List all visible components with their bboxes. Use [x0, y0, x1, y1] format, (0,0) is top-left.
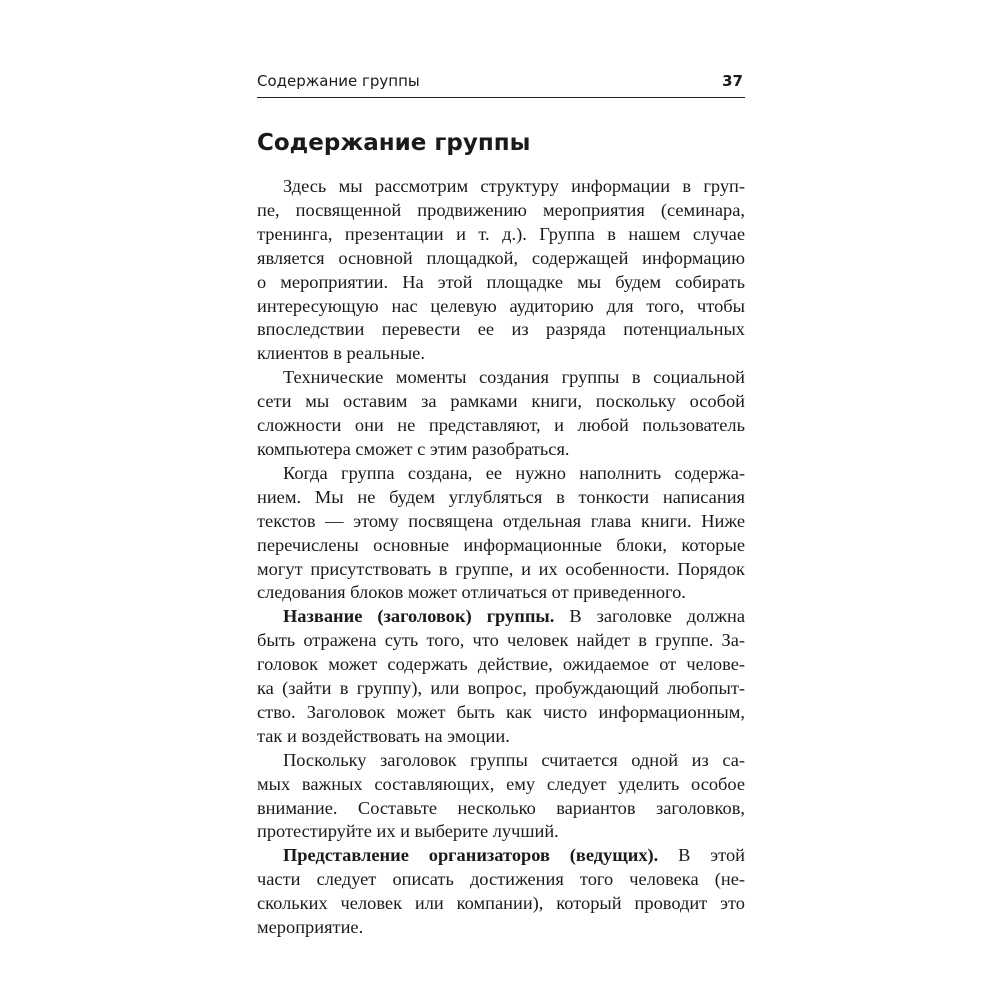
- text-line: так и воздействовать на эмоции.: [257, 725, 510, 746]
- paragraph: [257, 366, 745, 462]
- line-text: В заголовке должна: [554, 606, 745, 627]
- paragraph: [257, 175, 745, 366]
- running-title: Содержание группы: [257, 72, 420, 90]
- text-line: впоследствии перевести ее из разряда потенциальных: [257, 319, 745, 340]
- body-text: [257, 175, 745, 940]
- text-line: головок может содержать действие, ожидаемое от челове-: [257, 654, 745, 675]
- text-line: могут присутствовать в группе, и их особенности. Порядок: [257, 558, 745, 579]
- header-rule: [257, 97, 745, 98]
- page-number: 37: [722, 72, 743, 90]
- text-line: перечислены основные информационные блоки, которые: [257, 534, 745, 555]
- text-line: части следует описать достижения того человека (не-: [257, 869, 745, 890]
- text-line: мых важных составляющих, ему следует уделить особое: [257, 773, 745, 794]
- text-line: быть отражена суть того, что человек найдет в группе. За-: [257, 630, 745, 651]
- text-line: внимание. Составьте несколько вариантов заголовков,: [257, 797, 745, 818]
- text-line: [257, 605, 745, 629]
- text-line: нием. Мы не будем углубляться в тонкости написания: [257, 486, 745, 507]
- paragraph: [257, 462, 745, 605]
- text-line: является основной площадкой, содержащей информацию: [257, 247, 745, 268]
- text-line: Поскольку заголовок группы считается одной из са-: [283, 749, 745, 770]
- text-line: сложности они не представляют, и любой пользователь: [257, 415, 745, 436]
- text-line: клиентов в реальные.: [257, 343, 425, 364]
- run-in-heading: Представление организаторов (ведущих).: [283, 845, 659, 866]
- text-line: сети мы оставим за рамками книги, поскольку особой: [257, 391, 745, 412]
- line-text: В этой: [658, 845, 746, 866]
- run-in-heading: Название (заголовок) группы.: [283, 606, 555, 627]
- text-line: интересующую нас целевую аудиторию для того, чтобы: [257, 295, 745, 316]
- text-line: следования блоков может отличаться от приведенного.: [257, 582, 686, 603]
- text-line: Технические моменты создания группы в социальной: [283, 367, 745, 388]
- paragraph: [257, 749, 745, 845]
- text-line: ка (зайти в группу), или вопрос, пробуждающий любопыт-: [257, 678, 745, 699]
- section-title: Содержание группы: [257, 130, 531, 156]
- text-line: Здесь мы рассмотрим структуру информации в груп-: [283, 176, 745, 196]
- text-line: текстов — этому посвящена отдельная глава книги. Ниже: [257, 510, 745, 531]
- text-line: ство. Заголовок может быть как чисто информационным,: [257, 701, 745, 722]
- paragraph: [257, 844, 745, 940]
- text-line: мероприятие.: [257, 917, 364, 938]
- text-line: тренинга, презентации и т. д.). Группа в нашем случае: [257, 223, 745, 244]
- text-line: Когда группа создана, ее нужно наполнить содержа-: [283, 462, 745, 483]
- text-line: компьютера сможет с этим разобраться.: [257, 438, 570, 459]
- text-line: скольких человек или компании), который проводит это: [257, 893, 745, 914]
- running-header: [257, 70, 745, 96]
- text-line: о мероприятии. На этой площадке мы будем собирать: [257, 271, 745, 292]
- text-line: протестируйте их и выберите лучший.: [257, 821, 559, 842]
- text-line: [257, 844, 745, 868]
- text-line: пе, посвященной продвижению мероприятия (семинара,: [257, 199, 745, 220]
- paragraph: [257, 605, 745, 748]
